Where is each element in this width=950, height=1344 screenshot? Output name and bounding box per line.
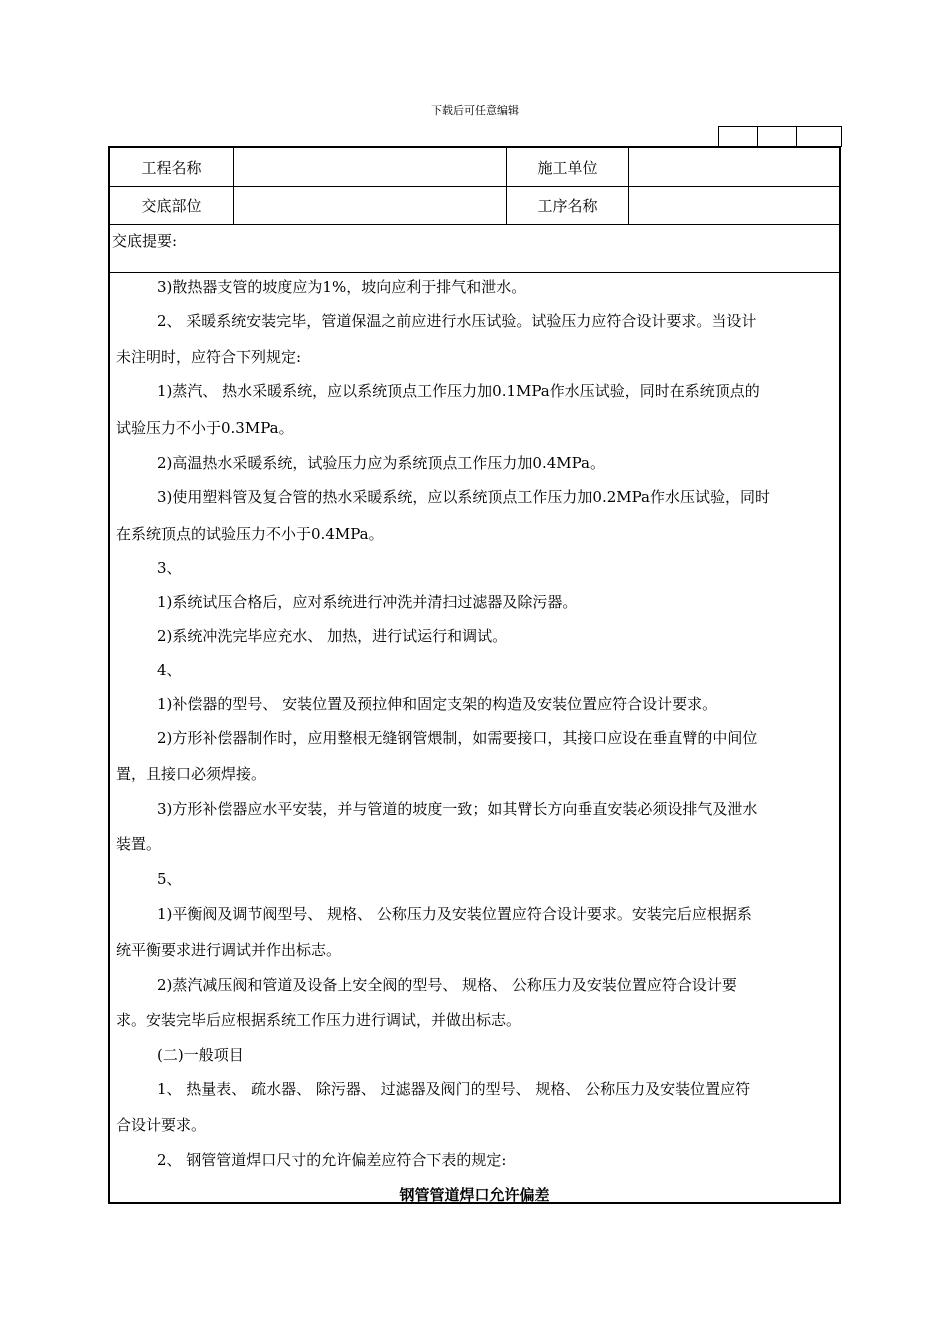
content-line: 2、 钢管管道焊口尺寸的允许偏差应符合下表的规定: bbox=[157, 1151, 507, 1169]
handover-part-label: 交底部位 bbox=[110, 186, 234, 224]
summary-label: 交底提要: bbox=[112, 232, 178, 250]
content-line: 1)平衡阀及调节阀型号、 规格、 公称压力及安装位置应符合设计要求。安装完后应根据系 bbox=[157, 905, 752, 923]
content-line: 3)散热器支管的坡度应为1%，坡向应利于排气和泄水。 bbox=[157, 278, 527, 296]
content-line: (二)一般项目 bbox=[157, 1046, 244, 1064]
record-box bbox=[757, 126, 796, 147]
record-box bbox=[718, 126, 757, 147]
form-row-project bbox=[110, 148, 839, 187]
content-line: 求。安装完毕后应根据系统工作压力进行调试，并做出标志。 bbox=[116, 1011, 522, 1029]
content-line: 3)使用塑料管及复合管的热水采暖系统，应以系统顶点工作压力加0.2MPa作水压试验，同时 bbox=[157, 488, 770, 506]
content-line: 5、 bbox=[157, 870, 182, 888]
content-line: 1)系统试压合格后，应对系统进行冲洗并清扫过滤器及除污器。 bbox=[157, 593, 578, 611]
record-number-boxes bbox=[718, 126, 842, 146]
content-line: 统平衡要求进行调试并作出标志。 bbox=[116, 941, 342, 959]
content-line: 2)方形补偿器制作时，应用整根无缝钢管煨制，如需要接口，其接口应设在垂直臂的中间位 bbox=[157, 729, 758, 747]
content-line: 在系统顶点的试验压力不小于0.4MPa。 bbox=[116, 525, 384, 543]
content-line: 合设计要求。 bbox=[116, 1116, 207, 1134]
content-line: 1)蒸汽、 热水采暖系统，应以系统顶点工作压力加0.1MPa作水压试验，同时在系统顶点的 bbox=[157, 382, 760, 400]
form-row-handover bbox=[110, 186, 839, 225]
process-name-value bbox=[629, 186, 839, 224]
content-line: 3、 bbox=[157, 559, 182, 577]
content-line: 1)补偿器的型号、 安装位置及预拉伸和固定支架的构造及安装位置应符合设计要求。 bbox=[157, 695, 718, 713]
form-row-summary bbox=[110, 224, 839, 273]
record-box bbox=[796, 126, 842, 147]
content-line: 试验压力不小于0.3MPa。 bbox=[116, 419, 294, 437]
project-name-value bbox=[234, 148, 507, 186]
download-note: 下载后可任意编辑 bbox=[431, 104, 519, 117]
content-line: 2、 采暖系统安装完毕，管道保温之前应进行水压试验。试验压力应符合设计要求。当设计 bbox=[157, 312, 757, 330]
table-title: 钢管管道焊口允许偏差 bbox=[399, 1186, 550, 1204]
construction-unit-label: 施工单位 bbox=[507, 148, 629, 186]
content-line: 2)高温热水采暖系统，试验压力应为系统顶点工作压力加0.4MPa。 bbox=[157, 454, 605, 472]
content-line: 2)系统冲洗完毕应充水、 加热，进行试运行和调试。 bbox=[157, 627, 508, 645]
handover-part-value bbox=[234, 186, 507, 224]
content-line: 置，且接口必须焊接。 bbox=[116, 765, 267, 783]
process-name-label: 工序名称 bbox=[507, 186, 629, 224]
content-line: 未注明时，应符合下列规定: bbox=[116, 348, 302, 366]
content-line: 3)方形补偿器应水平安装，并与管道的坡度一致；如其臂长方向垂直安装必须设排气及泄水 bbox=[157, 800, 758, 818]
content-line: 2)蒸汽减压阀和管道及设备上安全阀的型号、 规格、 公称压力及安装位置应符合设计要 bbox=[157, 976, 737, 994]
project-name-label: 工程名称 bbox=[110, 148, 234, 186]
content-line: 4、 bbox=[157, 661, 182, 679]
construction-unit-value bbox=[629, 148, 839, 186]
content-line: 1、 热量表、 疏水器、 除污器、 过滤器及阀门的型号、 规格、 公称压力及安装位置应符 bbox=[157, 1080, 751, 1098]
handover-form bbox=[108, 146, 841, 1204]
content-line: 装置。 bbox=[116, 835, 162, 853]
